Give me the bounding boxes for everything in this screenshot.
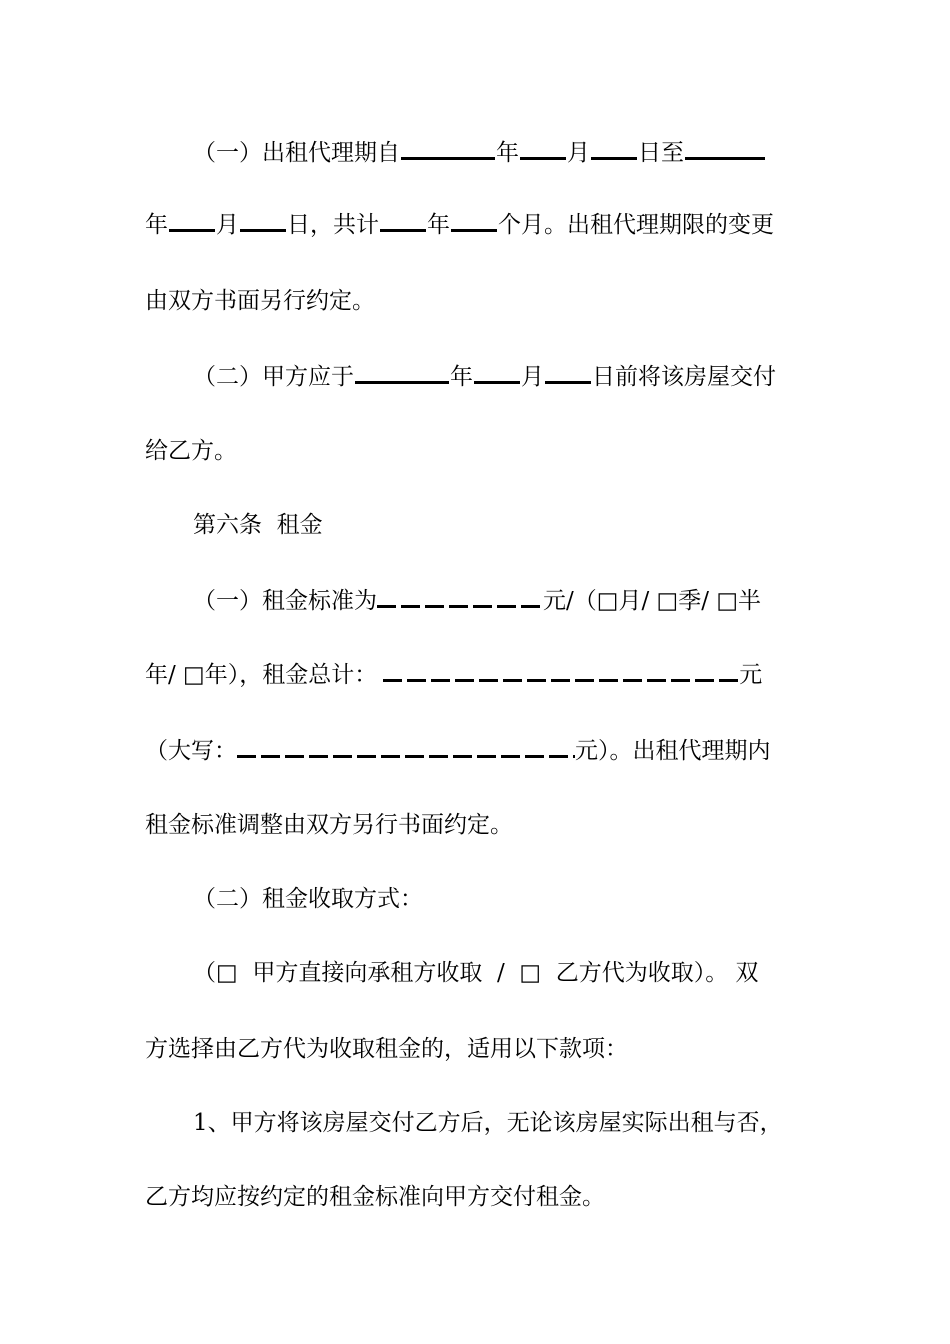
end-month-blank[interactable]: [169, 211, 215, 232]
paragraph-line: [145, 884, 805, 914]
paragraph-line: [145, 1034, 805, 1064]
rental-period-start-line: [145, 138, 805, 168]
text-segment: 元/（□月/ □季/ □半: [543, 588, 762, 614]
text-segment: 由双方书面另行约定。: [145, 288, 375, 314]
text-segment: 年: [450, 364, 473, 390]
text-segment: 乙方均应按约定的租金标准向甲方交付租金。: [145, 1184, 605, 1210]
paragraph-line: [145, 810, 805, 840]
text-segment: 年: [145, 212, 168, 238]
text-segment: 月: [567, 140, 590, 166]
text-segment: 给乙方。: [145, 438, 237, 464]
text-segment: 年: [427, 212, 450, 238]
end-year-blank[interactable]: [685, 139, 765, 160]
rent-total-blank[interactable]: [383, 664, 739, 682]
text-segment: 元: [739, 662, 763, 688]
text-segment: 月: [521, 364, 544, 390]
rent-amount-blank[interactable]: [377, 590, 543, 608]
total-months-blank[interactable]: [451, 211, 497, 232]
end-day-blank[interactable]: [240, 211, 286, 232]
text-segment: （一）出租代理期自: [193, 140, 400, 166]
text-segment: 个月。出租代理期限的变更: [498, 212, 774, 238]
text-segment: 日，共计: [287, 212, 379, 238]
text-segment: 日前将该房屋交付: [592, 364, 776, 390]
delivery-year-blank[interactable]: [355, 363, 449, 384]
rent-capital-line: [145, 736, 805, 766]
paragraph-line: [145, 1182, 805, 1212]
rent-capital-blank[interactable]: [237, 740, 575, 758]
delivery-month-blank[interactable]: [474, 363, 520, 384]
paragraph-line: [145, 1108, 805, 1138]
total-years-blank[interactable]: [380, 211, 426, 232]
text-segment: 租金标准调整由双方另行书面约定。: [145, 812, 513, 838]
text-segment: 年/ □年），租金总计：: [145, 662, 378, 688]
month-blank[interactable]: [520, 139, 566, 160]
paragraph-line: [145, 436, 805, 466]
text-segment: 1、甲方将该房屋交付乙方后，无论该房屋实际出租与否，: [193, 1110, 783, 1136]
text-segment: （一）租金标准为: [193, 588, 377, 614]
paragraph-line: [145, 286, 805, 316]
article-heading: [145, 510, 805, 540]
text-segment: 元）。出租代理期内: [575, 738, 771, 764]
text-segment: （□ 甲方直接向承租方收取 / □ 乙方代为收取）。 双: [193, 960, 759, 986]
text-segment: 月: [216, 212, 239, 238]
text-segment: 年: [496, 140, 519, 166]
text-segment: （二）甲方应于: [193, 364, 354, 390]
text-segment: 第六条 租金: [193, 512, 323, 538]
text-segment: 日至: [638, 140, 684, 166]
day-blank[interactable]: [591, 139, 637, 160]
text-segment: 方选择由乙方代为收取租金的，适用以下款项：: [145, 1036, 628, 1062]
rental-period-end-line: [145, 210, 805, 240]
rent-total-line: [145, 660, 805, 690]
delivery-day-blank[interactable]: [545, 363, 591, 384]
year-blank[interactable]: [401, 139, 495, 160]
text-segment: （二）租金收取方式：: [193, 886, 423, 912]
delivery-date-line: [145, 362, 805, 392]
text-segment: （大写：: [145, 738, 237, 764]
collection-method-options: [145, 958, 805, 988]
rent-standard-line: [145, 586, 805, 616]
